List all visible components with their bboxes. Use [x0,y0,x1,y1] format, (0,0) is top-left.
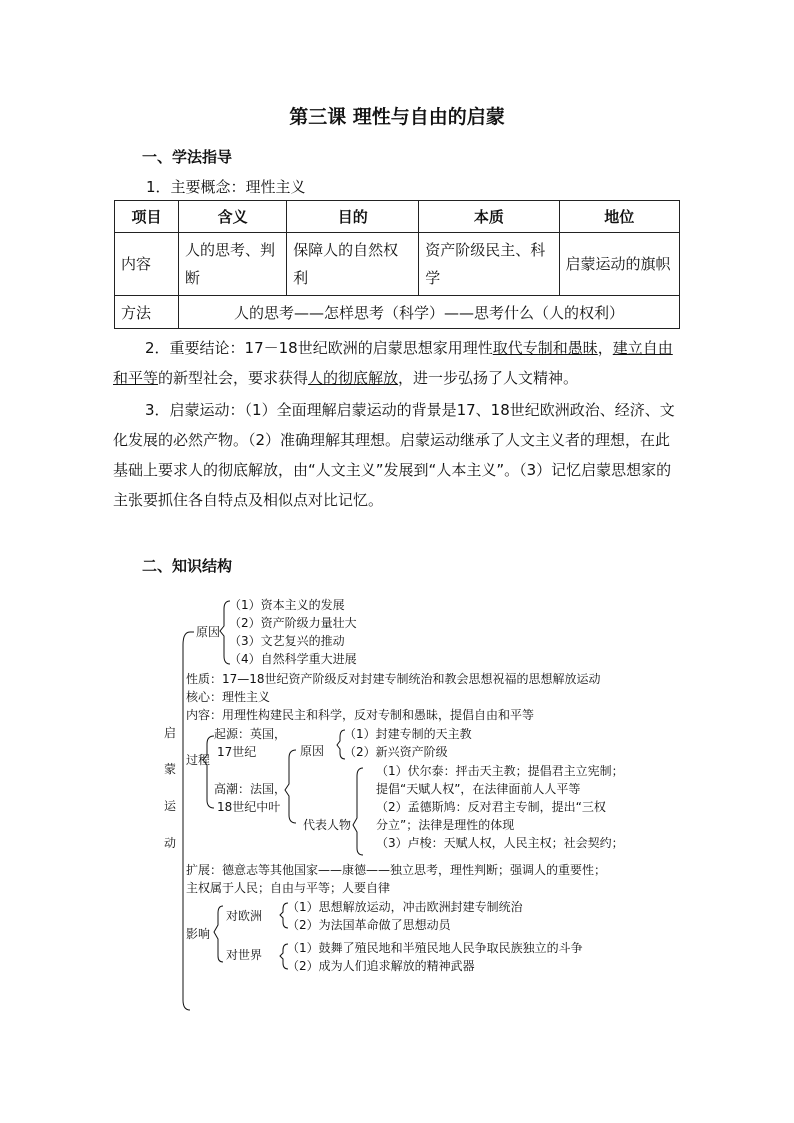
reason-item: （1）封建专制的天主教 [344,727,472,741]
root-char: 运 [163,799,176,813]
section2-heading: 二、知识结构 [142,557,233,575]
origin-line: 17世纪 [217,745,257,759]
reason-label: 原因 [300,744,325,758]
world-label: 对世界 [226,948,263,962]
section1-heading: 一、学法指导 [142,148,233,166]
table-cell: 保障人的自然权利 [287,233,419,296]
reason-item: （2）新兴资产阶级 [344,745,448,759]
cause-item: （2）资产阶级力量壮大 [229,616,357,630]
root-char: 启 [163,726,176,740]
europe-item: （2）为法国革命做了思想动员 [287,918,451,932]
table-cell: 启蒙运动的旗帜 [559,233,679,296]
world-item: （2）成为人们追求解放的精神武器 [287,959,475,973]
table-cell: 资产阶级民主、科学 [419,233,559,296]
cause-item: （4）自然科学重大进展 [229,652,357,666]
conclusion-text: 的新型社会，要求获得 [158,369,309,387]
underlined-phrase: 人的彻底解放 [308,369,399,387]
root-char: 蒙 [163,762,176,776]
cause-label: 原因 [196,625,221,639]
figures-label: 代表人物 [303,818,352,832]
table-header-cell: 目的 [287,201,419,233]
main-concept-line: 1．主要概念：理性主义 [146,178,306,196]
figure-line: 分立”；法律是理性的体现 [376,818,515,832]
spread-line: 扩展：德意志等其他国家——康德——独立思考，理性判断；强调人的重要性； [186,863,607,877]
underlined-phrase: 建立自由和平等 [113,339,673,387]
table-header-cell: 地位 [559,201,679,233]
root-char: 动 [163,836,176,850]
nature-line: 性质：17—18世纪资产阶级反对封建专制统治和教会思想祝福的思想解放运动 [186,672,601,686]
peak-line: 18世纪中叶 [217,800,281,814]
table-header-cell: 含义 [178,201,286,233]
page-title: 第三课 理性与自由的启蒙 [289,106,505,128]
conclusion-prefix: 2．重要结论：17－18世纪欧洲的启蒙思想家用理性 [145,339,493,357]
underlined-phrase: 取代专制和愚昧 [492,339,598,357]
impact-label: 影响 [186,927,211,941]
europe-item: （1）思想解放运动，冲击欧洲封建专制统治 [287,900,523,914]
table-header-cell: 本质 [419,201,559,233]
cause-item: （1）资本主义的发展 [229,598,345,612]
table-row-label: 方法 [115,296,179,329]
conclusion-text: ， [597,339,613,357]
origin-line: 起源：英国， [214,727,287,741]
process-label: 过程 [186,753,211,767]
enlightenment-paragraph: 3．启蒙运动：（1）全面理解启蒙运动的背景是17、18世纪欧洲政治、经济、文化发展的必然产物。（2）准确理解其理想。启蒙运动继承了人文主义者的理想，在此基础上要求人的彻底解放，由“人文主义”发展到“人本主义”。（3）记忆启蒙思想家的主张要抓住各自特点及相似点对比记忆。 [113,401,675,509]
content-line: 内容：用理性构建民主和科学，反对专制和愚昧，提倡自由和平等 [186,708,535,722]
table-header-cell: 项目 [115,201,179,233]
cause-item: （3）文艺复兴的推动 [229,634,345,648]
spread-line: 主权属于人民；自由与平等；人要自律 [186,881,391,895]
table-cell: 人的思考——怎样思考（科学）——思考什么（人的权利） [178,296,679,329]
peak-line: 高潮：法国， [214,782,287,796]
figure-line: （3）卢梭：天赋人权，人民主权；社会契约； [376,836,624,850]
figure-line: （2）孟德斯鸠：反对君主专制，提出“三权 [376,800,606,814]
table-cell: 人的思考、判断 [178,233,286,296]
figure-line: （1）伏尔泰：抨击天主教；提倡君主立宪制； [376,764,624,778]
conclusion-text: ，进一步弘扬了人文精神。 [398,369,579,387]
figure-line: 提倡“天赋人权”，在法律面前人人平等 [376,782,581,796]
world-item: （1）鼓舞了殖民地和半殖民地人民争取民族独立的斗争 [287,941,583,955]
europe-label: 对欧洲 [226,909,263,923]
core-line: 核心：理性主义 [186,690,271,704]
table-row-label: 内容 [115,233,179,296]
